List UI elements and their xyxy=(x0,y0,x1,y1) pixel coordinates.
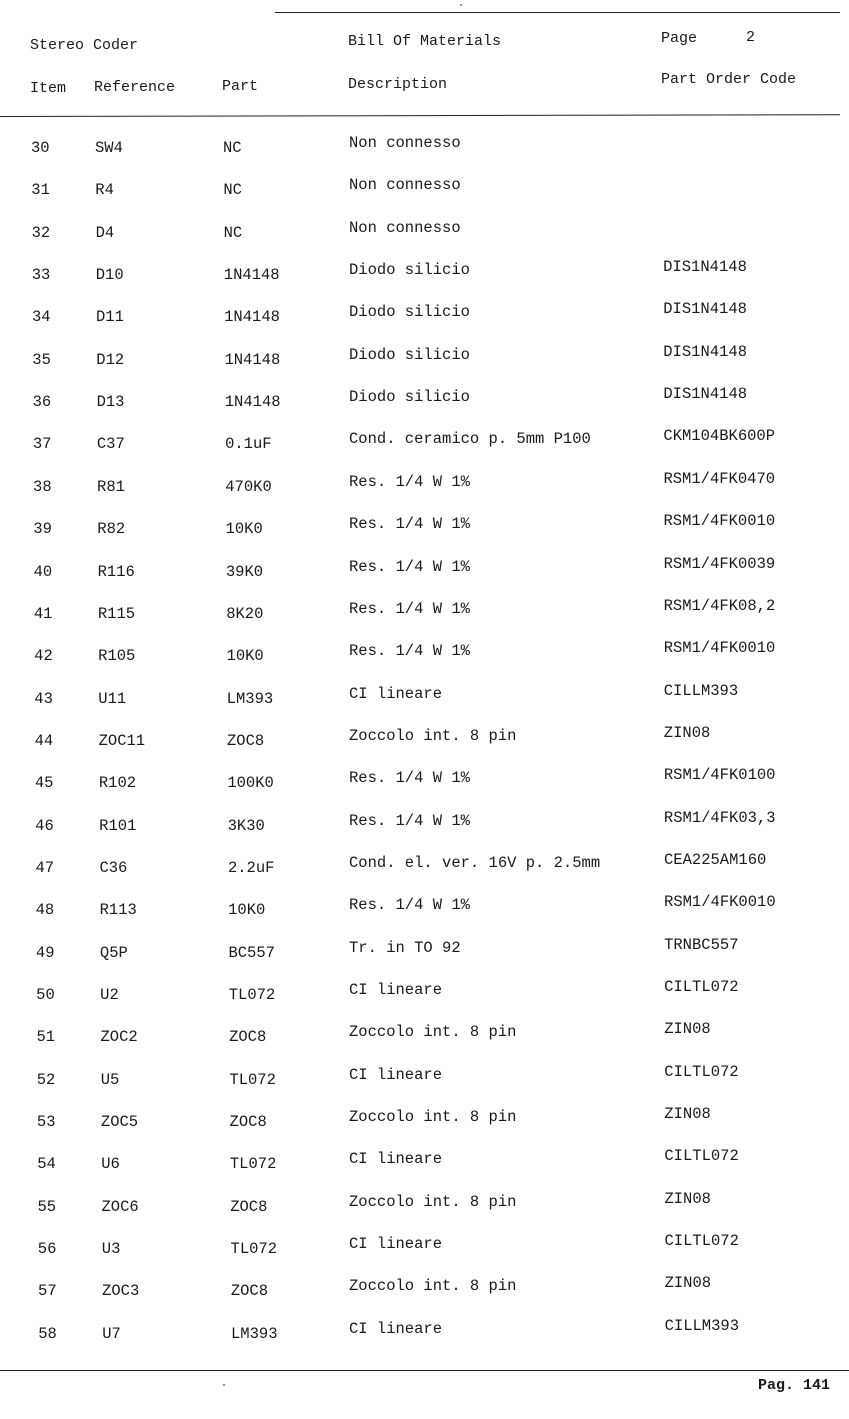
reference-cell: ZOC11 xyxy=(98,731,146,750)
item-cell: 58 xyxy=(38,1324,57,1343)
part-cell: 2.2uF xyxy=(227,858,275,877)
description-cell: CI lineare xyxy=(349,1150,443,1169)
table-row xyxy=(0,639,849,671)
description-cell: Res. 1/4 W 1% xyxy=(349,811,470,830)
order-code-cell: CILTL072 xyxy=(664,978,739,996)
item-cell: 35 xyxy=(32,350,51,369)
item-cell: 55 xyxy=(37,1197,57,1216)
reference-cell: R81 xyxy=(97,477,125,496)
part-cell: NC xyxy=(223,223,243,242)
item-cell: 40 xyxy=(33,562,53,581)
table-row xyxy=(0,978,849,1010)
table-row xyxy=(0,1062,849,1095)
description-cell: CI lineare xyxy=(349,684,443,703)
table-row xyxy=(0,134,849,163)
part-cell: 10K0 xyxy=(228,901,266,920)
description-cell: CI lineare xyxy=(349,1065,443,1084)
item-cell: 53 xyxy=(36,1113,56,1132)
item-cell: 52 xyxy=(36,1070,56,1089)
order-code-cell: RSM1/4FK08,2 xyxy=(663,596,776,615)
reference-cell: D4 xyxy=(95,223,115,242)
reference-cell: U5 xyxy=(100,1070,120,1089)
description-cell: Non connesso xyxy=(349,218,461,237)
reference-cell: D10 xyxy=(95,266,124,285)
table-row xyxy=(0,258,849,290)
page-footer: Pag. 141 xyxy=(757,1377,830,1394)
scan-speck xyxy=(223,1384,225,1386)
reference-cell: Q5P xyxy=(99,943,128,962)
item-cell: 43 xyxy=(34,689,53,708)
item-cell: 57 xyxy=(38,1282,57,1301)
description-cell: Non connesso xyxy=(349,176,461,195)
table-row xyxy=(0,469,849,502)
description-cell: Non connesso xyxy=(349,134,461,152)
part-cell: 0.1uF xyxy=(225,435,272,454)
part-cell: 10K0 xyxy=(225,520,263,539)
order-code-cell: CILTL072 xyxy=(664,1147,739,1166)
reference-cell: R101 xyxy=(99,816,137,835)
reference-cell: U11 xyxy=(98,689,127,708)
reference-cell: R113 xyxy=(99,901,137,920)
table-row xyxy=(0,850,849,883)
description-cell: Res. 1/4 W 1% xyxy=(349,472,470,491)
order-code-cell: RSM1/4FK03,3 xyxy=(663,808,776,827)
part-cell: BC557 xyxy=(228,943,275,962)
scan-speck xyxy=(460,4,462,6)
part-cell: 1N4148 xyxy=(224,350,281,369)
order-code-cell: RSM1/4FK0470 xyxy=(663,469,776,488)
column-header-part: Part xyxy=(222,78,259,95)
order-code-cell: DIS1N4148 xyxy=(663,258,747,277)
item-cell: 42 xyxy=(34,647,53,666)
order-code-cell: ZIN08 xyxy=(664,1105,711,1124)
table-row xyxy=(0,1105,849,1137)
order-code-cell: ZIN08 xyxy=(664,1189,711,1208)
part-cell: TL072 xyxy=(228,986,276,1004)
reference-cell: R116 xyxy=(97,562,135,581)
item-cell: 34 xyxy=(32,308,51,327)
header-rule xyxy=(0,114,840,117)
item-cell: 45 xyxy=(34,774,54,793)
order-code-cell: ZIN08 xyxy=(663,723,711,742)
reference-cell: ZOC3 xyxy=(102,1282,140,1301)
table-row xyxy=(0,427,849,459)
part-cell: ZOC8 xyxy=(229,1113,267,1132)
table-row xyxy=(0,1232,849,1264)
order-code-cell: RSM1/4FK0100 xyxy=(663,766,776,785)
part-cell: TL072 xyxy=(229,1070,276,1089)
column-header-reference: Reference xyxy=(94,79,176,96)
table-row xyxy=(0,723,849,756)
order-code-cell: RSM1/4FK0039 xyxy=(663,554,776,573)
item-cell: 56 xyxy=(37,1240,57,1259)
description-cell: Zoccolo int. 8 pin xyxy=(349,1192,517,1211)
description-cell: Res. 1/4 W 1% xyxy=(349,896,470,915)
item-cell: 31 xyxy=(31,181,50,200)
table-row xyxy=(0,1274,849,1306)
reference-cell: R105 xyxy=(98,647,136,666)
description-cell: Res. 1/4 W 1% xyxy=(349,557,470,576)
order-code-cell: DIS1N4148 xyxy=(663,342,747,361)
page-label: Page xyxy=(661,30,698,47)
reference-cell: R82 xyxy=(97,520,126,539)
item-cell: 49 xyxy=(35,943,55,962)
item-cell: 41 xyxy=(33,604,53,623)
item-cell: 50 xyxy=(36,986,55,1004)
reference-cell: ZOC2 xyxy=(100,1028,138,1047)
table-row xyxy=(0,1316,849,1349)
item-cell: 30 xyxy=(31,139,50,157)
part-cell: 1N4148 xyxy=(224,393,281,412)
item-cell: 51 xyxy=(36,1028,56,1047)
order-code-cell: RSM1/4FK0010 xyxy=(664,893,776,912)
description-cell: CI lineare xyxy=(349,1235,443,1254)
description-cell: Zoccolo int. 8 pin xyxy=(349,1023,517,1042)
description-cell: Tr. in TO 92 xyxy=(349,938,461,957)
description-cell: Res. 1/4 W 1% xyxy=(349,642,470,661)
table-row xyxy=(0,681,849,714)
document-title: Bill Of Materials xyxy=(348,33,502,50)
description-cell: Cond. ceramico p. 5mm P100 xyxy=(349,430,591,449)
column-header-description: Description xyxy=(348,76,448,93)
item-cell: 48 xyxy=(35,901,55,920)
order-code-cell: DIS1N4148 xyxy=(663,385,748,404)
part-cell: ZOC8 xyxy=(229,1028,267,1047)
table-row xyxy=(0,1189,849,1222)
bottom-rule xyxy=(0,1370,849,1371)
reference-cell: D11 xyxy=(96,308,124,327)
reference-cell: U7 xyxy=(102,1324,121,1343)
reference-cell: ZOC5 xyxy=(100,1113,139,1132)
part-cell: 470K0 xyxy=(225,477,272,496)
description-cell: Diodo silicio xyxy=(349,303,470,322)
table-row xyxy=(0,385,849,417)
description-cell: CI lineare xyxy=(349,981,443,999)
table-row xyxy=(0,935,849,968)
order-code-cell: CILTL072 xyxy=(664,1232,739,1251)
item-cell: 32 xyxy=(31,223,51,242)
order-code-cell: CKM104BK600P xyxy=(663,427,776,446)
top-rule xyxy=(275,12,840,13)
item-cell: 33 xyxy=(31,266,51,285)
reference-cell: R102 xyxy=(98,774,137,793)
table-row xyxy=(0,1147,849,1179)
description-cell: CI lineare xyxy=(349,1319,443,1338)
part-cell: 1N4148 xyxy=(224,308,280,327)
description-cell: Diodo silicio xyxy=(349,388,470,407)
reference-cell: C36 xyxy=(99,858,128,877)
description-cell: Zoccolo int. 8 pin xyxy=(349,1277,517,1296)
order-code-cell: ZIN08 xyxy=(664,1274,712,1293)
item-cell: 37 xyxy=(32,435,52,454)
order-code-cell: CILLM393 xyxy=(664,1316,740,1335)
part-cell: 100K0 xyxy=(227,774,274,793)
reference-cell: U3 xyxy=(101,1240,121,1259)
item-cell: 54 xyxy=(37,1155,56,1174)
column-header-order-code: Part Order Code xyxy=(661,71,797,88)
reference-cell: R4 xyxy=(95,181,114,200)
order-code-cell: CILLM393 xyxy=(663,681,739,700)
item-cell: 44 xyxy=(34,731,54,750)
description-cell: Diodo silicio xyxy=(349,345,470,364)
description-cell: Res. 1/4 W 1% xyxy=(349,599,470,618)
project-name: Stereo Coder xyxy=(30,37,139,54)
reference-cell: C37 xyxy=(96,435,125,454)
page-number: 2 xyxy=(746,29,756,46)
part-cell: LM393 xyxy=(226,689,274,708)
description-cell: Cond. el. ver. 16V p. 2.5mm xyxy=(349,853,601,872)
part-cell: ZOC8 xyxy=(227,731,265,750)
column-header-item: Item xyxy=(30,80,67,97)
table-row xyxy=(0,218,849,248)
table-row xyxy=(0,766,849,798)
table-row xyxy=(0,512,849,544)
item-cell: 36 xyxy=(32,393,52,412)
part-cell: TL072 xyxy=(230,1240,278,1259)
part-cell: NC xyxy=(223,139,242,157)
part-cell: 1N4148 xyxy=(223,266,280,285)
part-cell: 8K20 xyxy=(226,604,264,623)
part-cell: ZOC8 xyxy=(230,1197,268,1216)
table-row xyxy=(0,300,849,332)
order-code-cell: TRNBC557 xyxy=(664,935,739,954)
reference-cell: ZOC6 xyxy=(101,1197,139,1216)
item-cell: 38 xyxy=(33,477,52,496)
table-row xyxy=(0,808,849,841)
reference-cell: D13 xyxy=(96,393,125,412)
reference-cell: U6 xyxy=(101,1155,120,1174)
part-cell: NC xyxy=(223,181,242,200)
item-cell: 46 xyxy=(35,816,54,835)
description-cell: Diodo silicio xyxy=(349,261,470,280)
description-cell: Zoccolo int. 8 pin xyxy=(349,1108,517,1127)
part-cell: LM393 xyxy=(231,1324,278,1343)
table-row xyxy=(0,596,849,629)
table-row xyxy=(0,554,849,587)
part-cell: 10K0 xyxy=(226,647,264,666)
order-code-cell: RSM1/4FK0010 xyxy=(663,639,776,658)
item-cell: 39 xyxy=(33,520,52,539)
description-cell: Res. 1/4 W 1% xyxy=(349,515,470,534)
order-code-cell: CILTL072 xyxy=(664,1062,739,1081)
table-row xyxy=(0,342,849,375)
description-cell: Res. 1/4 W 1% xyxy=(349,769,470,788)
reference-cell: R115 xyxy=(97,604,136,623)
reference-cell: U2 xyxy=(100,986,119,1004)
description-cell: Zoccolo int. 8 pin xyxy=(349,726,517,745)
table-row xyxy=(0,1020,849,1052)
order-code-cell: DIS1N4148 xyxy=(663,300,747,319)
part-cell: TL072 xyxy=(229,1155,277,1174)
part-cell: 39K0 xyxy=(225,562,264,581)
order-code-cell: CEA225AM160 xyxy=(663,850,767,869)
part-cell: 3K30 xyxy=(227,816,265,835)
item-cell: 47 xyxy=(35,858,55,877)
order-code-cell: RSM1/4FK0010 xyxy=(663,512,776,531)
part-cell: ZOC8 xyxy=(230,1282,269,1301)
reference-cell: SW4 xyxy=(95,139,123,157)
order-code-cell: ZIN08 xyxy=(664,1020,711,1039)
reference-cell: D12 xyxy=(96,350,125,369)
table-row xyxy=(0,176,849,205)
table-row xyxy=(0,893,849,925)
